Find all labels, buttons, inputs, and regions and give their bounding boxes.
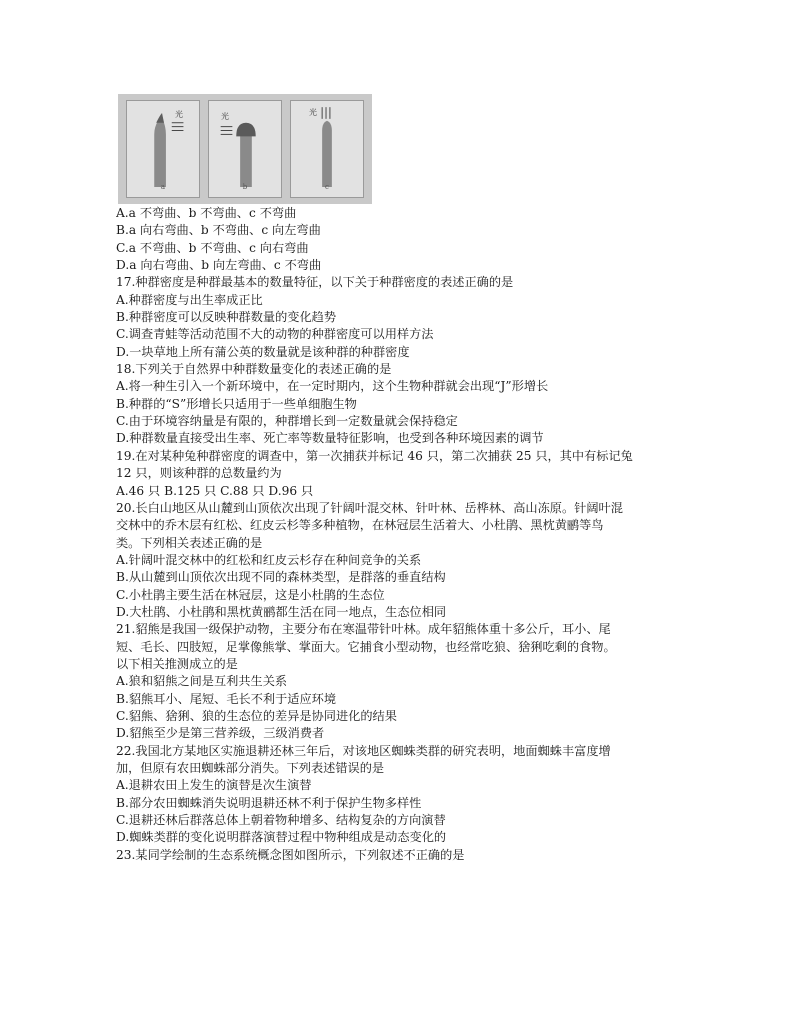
text-line: 20.长白山地区从山麓到山顶依次出现了针阔叶混交林、针叶林、岳桦林、高山冻原。针阔叶混 <box>116 500 623 515</box>
text-line: 12 只，则该种群的总数量约为 <box>116 466 282 481</box>
text-line: C.貂熊、猞猁、狼的生态位的差异是协同进化的结果 <box>116 708 397 723</box>
text-line: A.46 只 B.125 只 C.88 只 D.96 只 <box>116 483 314 498</box>
panel-label-b: b <box>242 183 248 191</box>
light-label-b: 光 <box>221 112 229 121</box>
panel-a <box>126 100 200 198</box>
text-line: 19.在对某种兔种群密度的调查中，第一次捕获并标记 46 只，第二次捕获 25 只，其中有标记兔 <box>116 448 633 463</box>
text-line: D.貂熊至少是第三营养级，三级消费者 <box>116 726 325 741</box>
text-line: B.从山麓到山顶依次出现不同的森林类型，是群落的垂直结构 <box>116 570 446 585</box>
text-line: 类。下列相关表述正确的是 <box>116 535 263 550</box>
text-line: B.种群的“S”形增长只适用于一些单细胞生物 <box>116 396 357 411</box>
text-line: B.部分农田蜘蛛消失说明退耕还林不利于保护生物多样性 <box>116 795 422 810</box>
text-line: A.狼和貂熊之间是互利共生关系 <box>116 674 288 689</box>
panel-label-c: c <box>325 183 329 191</box>
text-line: B.a 向右弯曲、b 不弯曲、c 向左弯曲 <box>116 223 321 238</box>
text-line: C.由于环境容纳量是有限的，种群增长到一定数量就会保持稳定 <box>116 414 458 429</box>
text-line: 加，但原有农田蜘蛛部分消失。下列表述错误的是 <box>116 761 385 775</box>
text-line: A.a 不弯曲、b 不弯曲、c 不弯曲 <box>116 206 297 220</box>
text-line: C.a 不弯曲、b 不弯曲、c 向右弯曲 <box>116 240 309 255</box>
text-line: A.针阔叶混交林中的红松和红皮云杉存在种间竞争的关系 <box>116 552 422 567</box>
question-text <box>116 205 684 864</box>
text-line: 22.我国北方某地区实施退耕还林三年后，对该地区蜘蛛类群的研究表明，地面蜘蛛丰富度增 <box>116 743 611 758</box>
panel-b <box>208 100 282 198</box>
text-line: 21.貂熊是我国一级保护动物，主要分布在寒温带针叶林。成年貂熊体重十多公斤，耳小、尾 <box>116 622 611 637</box>
text-line: D.一块草地上所有蒲公英的数量就是该种群的种群密度 <box>116 344 410 359</box>
panel-label-a: a <box>160 183 166 191</box>
text-line: 18.下列关于自然界中种群数量变化的表述正确的是 <box>116 362 392 377</box>
text-line: D.大杜鹃、小杜鹃和黑枕黄鹂都生活在同一地点，生态位相同 <box>116 604 447 619</box>
experiment-figure <box>118 94 372 204</box>
text-line: A.将一种生引入一个新环境中，在一定时期内，这个生物种群就会出现“J”形增长 <box>116 379 549 394</box>
text-line: D.a 向右弯曲、b 向左弯曲、c 不弯曲 <box>116 258 322 273</box>
text-line: 以下相关推测成立的是 <box>116 656 238 671</box>
text-line: 短、毛长、四肢短，足掌像熊掌、掌面大。它捕食小型动物，也经常吃狼、猞猁吃剩的食物。 <box>116 639 616 654</box>
text-line: B.貂熊耳小、尾短、毛长不利于适应环境 <box>116 691 337 706</box>
text-line: D.蜘蛛类群的变化说明群落演替过程中物种组成是动态变化的 <box>116 830 447 845</box>
text-line: 17.种群密度是种群最基本的数量特征，以下关于种群密度的表述正确的是 <box>116 275 514 290</box>
text-line: C.小杜鹃主要生活在林冠层，这是小杜鹃的生态位 <box>116 587 385 602</box>
text-line: C.调查青蛙等活动范围不大的动物的种群密度可以用样方法 <box>116 327 434 342</box>
text-line: A.种群密度与出生率成正比 <box>116 292 263 307</box>
text-line: C.退耕还林后群落总体上朝着物种增多、结构复杂的方向演替 <box>116 813 446 828</box>
light-label-c: 光 <box>309 108 317 117</box>
text-line: D.种群数量直接受出生率、死亡率等数量特征影响，也受到各种环境因素的调节 <box>116 431 544 446</box>
text-line: A.退耕农田上发生的演替是次生演替 <box>116 778 312 793</box>
text-line: B.种群密度可以反映种群数量的变化趋势 <box>116 310 337 325</box>
light-label-a: 光 <box>175 110 183 119</box>
text-line: 交林中的乔木层有红松、红皮云杉等多种植物，在林冠层生活着大、小杜鹃、黑枕黄鹂等鸟 <box>116 518 604 533</box>
text-line: 23.某同学绘制的生态系统概念图如图所示，下列叙述不正确的是 <box>116 847 465 862</box>
panel-c <box>290 100 364 198</box>
